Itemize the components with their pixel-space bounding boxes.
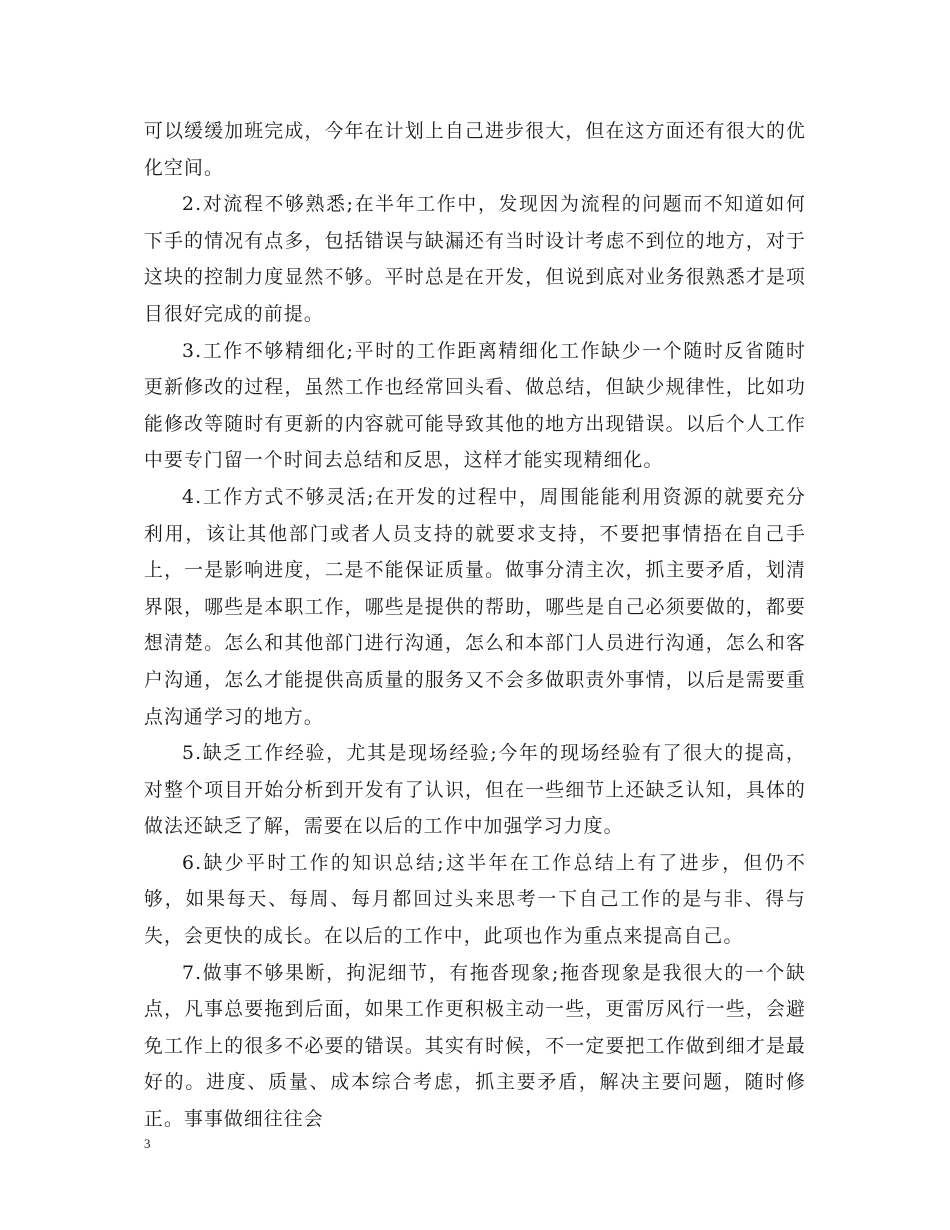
paragraph-item-3: 3.工作不够精细化;平时的工作距离精细化工作缺少一个随时反省随时更新修改的过程，虽然工作也经常回头看、做总结，但缺少规律性，比如功能修改等随时有更新的内容就可能导致其他的地方出现错误。以后个人工作中要专门留一个时间去总结和反思，这样才能实现精细化。 xyxy=(144,340,806,472)
page-number: 3 xyxy=(144,1136,151,1151)
paragraph-item-4: 4.工作方式不够灵活;在开发的过程中，周围能能利用资源的就要充分利用，该让其他部门或者人员支持的就要求支持，不要把事情捂在自己手上，一是影响进度，二是不能保证质量。做事分清主次，抓主要矛盾，划清界限，哪些是本职工作，哪些是提供的帮助，哪些是自己必须要做的，都要想清楚。怎么和其他部门进行沟通，怎么和本部门人员进行沟通，怎么和客户沟通，怎么才能提供高质量的服务又不会多做职责外事情，以后是需要重点沟通学习的地方。 xyxy=(144,486,806,728)
paragraph-continuation: 可以缓缓加班完成，今年在计划上自己进步很大，但在这方面还有很大的优化空间。 xyxy=(144,121,806,179)
paragraph-item-6: 6.缺少平时工作的知识总结;这半年在工作总结上有了进步，但仍不够，如果每天、每周、每月都回过头来思考一下自己工作的是与非、得与失，会更快的成长。在以后的工作中，此项也作为重点来提高自己。 xyxy=(144,852,806,948)
paragraph-item-2: 2.对流程不够熟悉;在半年工作中，发现因为流程的问题而不知道如何下手的情况有点多，包括错误与缺漏还有当时设计考虑不到位的地方，对于这块的控制力度显然不够。平时总是在开发，但说到底对业务很熟悉才是项目很好完成的前提。 xyxy=(144,194,806,325)
paragraph-item-5: 5.缺乏工作经验，尤其是现场经验;今年的现场经验有了很大的提高，对整个项目开始分析到开发有了认识，但在一些细节上还缺乏认知，具体的做法还缺乏了解，需要在以后的工作中加强学习力度。 xyxy=(144,743,806,838)
document-body xyxy=(144,114,806,1139)
paragraph-item-7: 7.做事不够果断，拘泥细节，有拖沓现象;拖沓现象是我很大的一个缺点，凡事总要拖到后面，如果工作更积极主动一些，更雷厉风行一些，会避免工作上的很多不必要的错误。其实有时候，不一定要把工作做到细才是最好的。进度、质量、成本综合考虑，抓主要矛盾，解决主要问题，随时修正。事事做细往往会 xyxy=(144,962,806,1131)
